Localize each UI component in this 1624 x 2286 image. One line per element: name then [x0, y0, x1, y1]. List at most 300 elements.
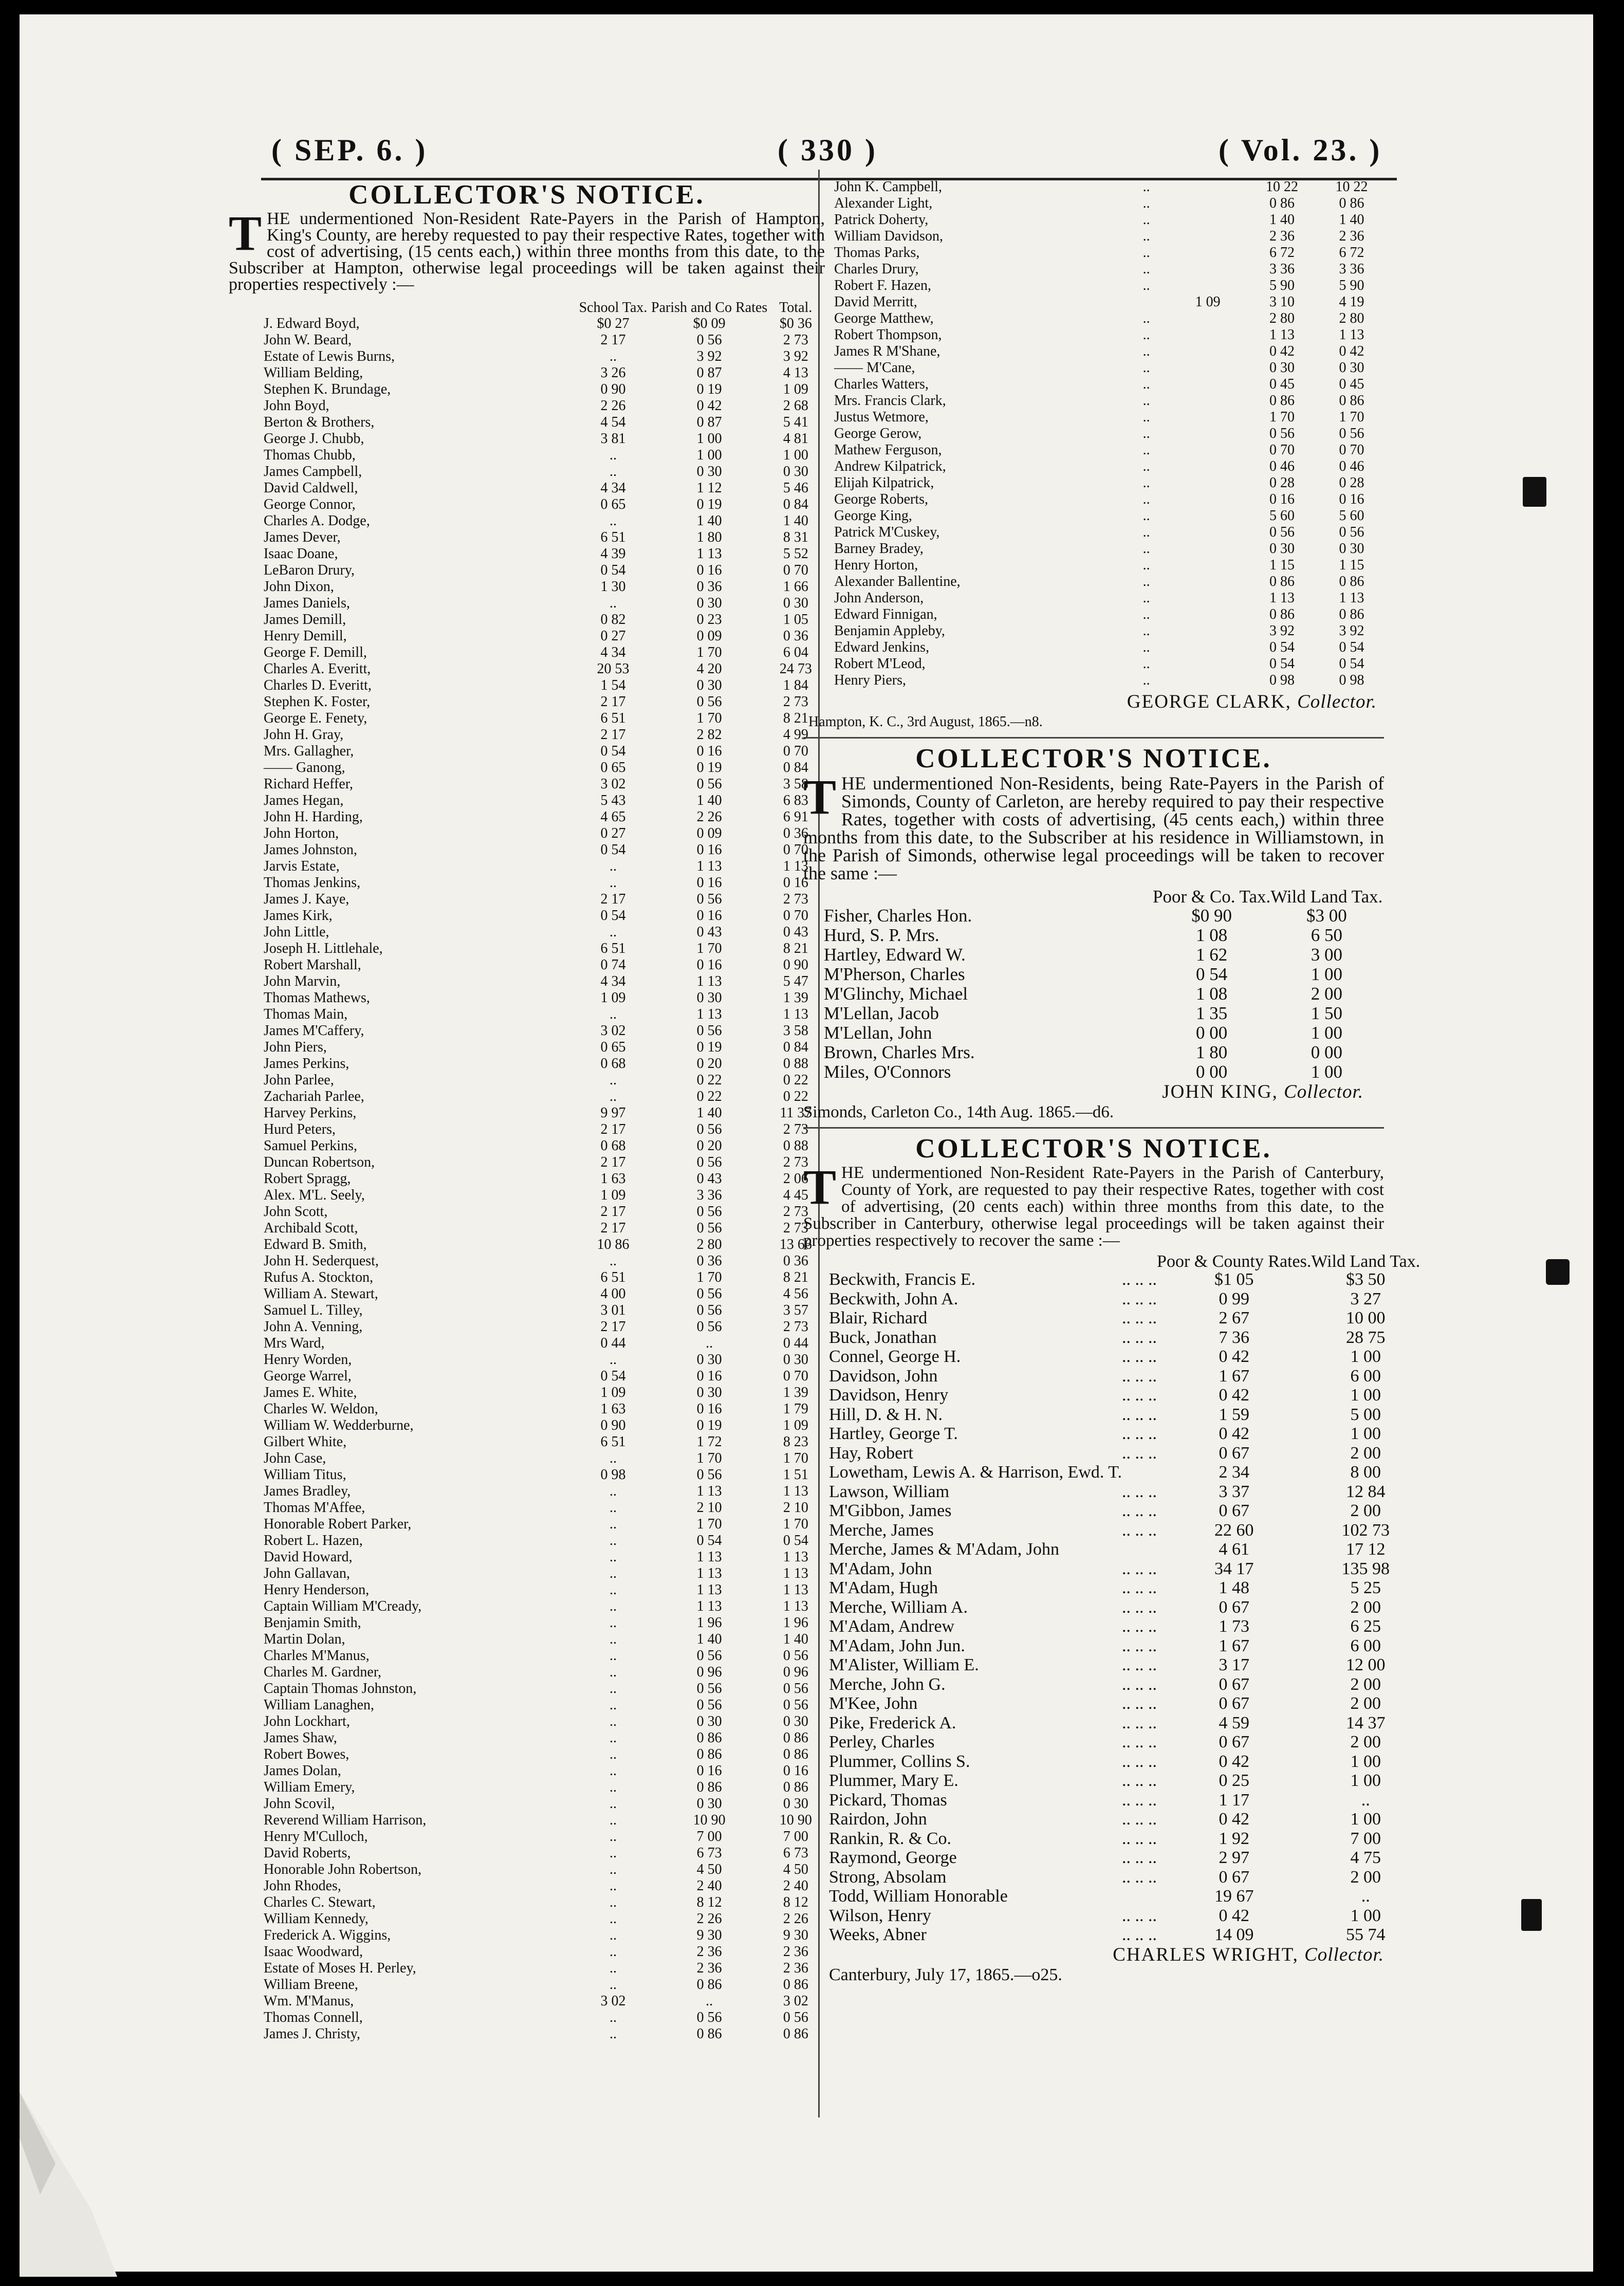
- payer-name: Benjamin Appleby,: [834, 623, 945, 639]
- rate-value: 0 84: [783, 1039, 808, 1055]
- rate-value: 0 54: [783, 1533, 808, 1548]
- rate-value: ..: [610, 1894, 617, 1910]
- rate-value: 3 01: [600, 1302, 626, 1318]
- rate-value: 0 16: [696, 957, 722, 973]
- rate-value: 1 59: [1219, 1405, 1249, 1424]
- payer-name: James Demill,: [264, 612, 346, 628]
- rate-value: 0 43: [783, 924, 808, 940]
- table-row: [803, 1386, 1420, 1405]
- rate-value: 8 12: [696, 1894, 722, 1910]
- rate-value: 0 56: [783, 2010, 808, 2025]
- notice-title: COLLECTOR'S NOTICE.: [348, 180, 705, 210]
- rate-value: 2 73: [783, 1204, 808, 1220]
- table-row: [803, 376, 1384, 393]
- rate-value: 2 00: [1350, 1674, 1381, 1694]
- payer-name: Robert Spragg,: [264, 1171, 351, 1187]
- table-row: [229, 1845, 824, 1861]
- rate-value: ..: [1142, 228, 1150, 244]
- table-row: [229, 1467, 824, 1483]
- payer-name: Hay, Robert: [829, 1443, 913, 1463]
- payer-name: James Campbell,: [264, 464, 362, 480]
- notice-intro: THE undermentioned Non-Resident Rate-Payers in the Parish of Canterbury, County of York, are requested to pay their respective Rates, together with cost of advertising, (20 cents each) within three months from this date, to the Subscriber in Canterbury, otherwise legal proceedings will be taken against their properties respectively to recover the same :—: [803, 1159, 1384, 1250]
- rate-value: 6 51: [600, 1269, 626, 1285]
- rate-value: ..: [610, 348, 617, 364]
- table-row: [803, 1367, 1420, 1386]
- rate-value: 24 73: [779, 661, 812, 677]
- rate-value: 3 36: [1339, 261, 1364, 277]
- rate-value: 3 02: [600, 1993, 626, 2009]
- payer-name: James Hegan,: [264, 792, 344, 808]
- rate-value: .. .. ..: [1122, 1520, 1157, 1540]
- table-row: [803, 639, 1384, 656]
- rate-value: 1 40: [783, 1631, 808, 1647]
- rate-value: 0 19: [696, 1417, 722, 1433]
- rate-value: 0 99: [1219, 1289, 1249, 1308]
- rate-value: 4 19: [1339, 294, 1364, 310]
- column-header: Parish and Co Rates: [651, 300, 768, 316]
- table-row: [229, 924, 824, 941]
- column-header: Total.: [779, 300, 813, 316]
- hampton-rates-table: [229, 300, 824, 2042]
- table-row: [803, 623, 1384, 639]
- rate-value: ..: [610, 1763, 617, 1779]
- rate-value: 2 73: [783, 694, 808, 710]
- rate-value: 0 54: [600, 842, 626, 858]
- rate-value: 2 82: [696, 727, 722, 743]
- payer-name: Weeks, Abner: [829, 1925, 927, 1944]
- rate-value: ..: [610, 1861, 617, 1877]
- rate-value: 0 36: [696, 579, 722, 595]
- rate-value: ..: [610, 1746, 617, 1762]
- table-row: [229, 825, 824, 842]
- rate-value: 2 73: [783, 891, 808, 907]
- table-row: [803, 1694, 1420, 1713]
- rate-value: 0 56: [696, 1319, 722, 1335]
- rate-value: 4 50: [696, 1861, 722, 1877]
- table-row: [803, 508, 1384, 524]
- rate-value: 0 56: [696, 332, 722, 348]
- rate-value: 0 45: [1339, 376, 1364, 392]
- rate-value: 1 80: [696, 529, 722, 545]
- rate-value: 1 17: [1219, 1790, 1249, 1810]
- rate-value: 0 90: [600, 381, 626, 397]
- payer-name: Captain Thomas Johnston,: [264, 1681, 417, 1697]
- payer-name: William Belding,: [264, 365, 363, 381]
- rate-value: 6 04: [783, 644, 808, 660]
- table-row: [229, 710, 824, 727]
- rate-value: [1122, 1540, 1157, 1559]
- payer-name: John Gallavan,: [264, 1565, 350, 1581]
- payer-name: M'Lellan, John: [824, 1023, 932, 1043]
- rate-value: 0 22: [783, 1072, 808, 1088]
- rate-value: ..: [610, 875, 617, 891]
- rate-value: 19 67: [1214, 1887, 1254, 1906]
- table-row: [229, 875, 824, 891]
- rate-value: ..: [1142, 606, 1150, 622]
- payer-name: Henry M'Culloch,: [264, 1829, 368, 1845]
- payer-name: M'Gibbon, James: [829, 1501, 952, 1520]
- rate-value: ..: [1142, 343, 1150, 359]
- table-row: [803, 475, 1384, 491]
- payer-name: Edward B. Smith,: [264, 1237, 367, 1252]
- payer-name: William A. Stewart,: [264, 1286, 378, 1302]
- payer-name: James R M'Shane,: [834, 343, 940, 359]
- payer-name: William Titus,: [264, 1467, 346, 1483]
- column-header: Poor & Co. Tax.: [1153, 887, 1271, 907]
- rate-value: [1171, 409, 1245, 426]
- rate-value: 0 20: [696, 1138, 722, 1154]
- table-row: [229, 1812, 824, 1829]
- rate-value: ..: [610, 1582, 617, 1598]
- drop-cap: T: [803, 769, 837, 824]
- rate-value: [1171, 491, 1245, 508]
- rate-value: 0 42: [1219, 1424, 1249, 1443]
- rate-value: 0 56: [1339, 524, 1364, 540]
- rate-value: 2 36: [696, 1960, 722, 1976]
- rate-value: 3 36: [696, 1187, 722, 1203]
- rate-value: 0 56: [696, 1220, 722, 1236]
- rate-value: 12 84: [1346, 1482, 1386, 1501]
- rate-value: 1 00: [783, 447, 808, 463]
- rate-value: 0 86: [1269, 195, 1295, 211]
- rate-value: ..: [610, 1549, 617, 1565]
- table-row: [229, 332, 824, 348]
- payer-name: John Horton,: [264, 825, 339, 841]
- rate-value: [1171, 278, 1245, 294]
- table-row: [229, 1187, 824, 1204]
- payer-name: Plummer, Mary E.: [829, 1771, 958, 1790]
- table-row: [229, 990, 824, 1006]
- rate-value: 7 00: [783, 1829, 808, 1845]
- payer-name: J. Edward Boyd,: [264, 316, 360, 331]
- table-row: [803, 343, 1384, 360]
- rate-value: .. .. ..: [1122, 1347, 1157, 1366]
- table-row: [803, 1617, 1420, 1636]
- payer-name: John Dixon,: [264, 579, 334, 595]
- payer-name: Charles D. Everitt,: [264, 677, 372, 693]
- rate-value: 4 20: [696, 661, 722, 677]
- rate-value: [1171, 541, 1245, 557]
- rate-value: 8 12: [783, 1894, 808, 1910]
- payer-name: Hartley, George T.: [829, 1424, 958, 1443]
- drop-cap: T: [229, 206, 262, 261]
- payer-name: John Rhodes,: [264, 1878, 341, 1894]
- rate-value: 1 70: [696, 1269, 722, 1285]
- rate-value: 1 40: [696, 792, 722, 808]
- rate-value: 1 63: [600, 1171, 626, 1187]
- rate-value: 2 00: [1350, 1867, 1381, 1887]
- payer-name: Charles Watters,: [834, 376, 929, 392]
- payer-name: Fisher, Charles Hon.: [824, 906, 972, 926]
- rate-value: 1 40: [696, 1105, 722, 1121]
- table-row: [229, 1960, 824, 1977]
- payer-name: James J. Kaye,: [264, 891, 349, 907]
- payer-name: John Marvin,: [264, 973, 341, 989]
- rate-value: 2 00: [1350, 1732, 1381, 1752]
- table-row: [229, 1713, 824, 1730]
- rate-value: 8 21: [783, 1269, 808, 1285]
- rate-value: 2 40: [696, 1878, 722, 1894]
- table-row: [229, 381, 824, 398]
- rate-value: 3 02: [600, 1023, 626, 1039]
- rate-value: .. .. ..: [1122, 1771, 1157, 1790]
- table-row: [229, 1648, 824, 1664]
- rate-value: 0 86: [696, 1746, 722, 1762]
- rate-value: 2 73: [783, 1220, 808, 1236]
- payer-name: Charles M. Gardner,: [264, 1664, 382, 1680]
- rate-value: 0 54: [600, 1368, 626, 1384]
- payer-name: Henry Demill,: [264, 628, 347, 644]
- rate-value: .. .. ..: [1122, 1270, 1157, 1289]
- rate-value: 0 54: [600, 743, 626, 759]
- rate-value: 0 16: [696, 743, 722, 759]
- table-row: [229, 1779, 824, 1796]
- rate-value: 2 36: [1269, 228, 1295, 244]
- rate-value: 6 51: [600, 941, 626, 956]
- rate-value: 1 13: [783, 1483, 808, 1499]
- rate-value: 0 74: [600, 957, 626, 973]
- payer-name: Samuel L. Tilley,: [264, 1302, 363, 1318]
- payer-name: Connel, George H.: [829, 1347, 961, 1366]
- table-row: [229, 1549, 824, 1565]
- rate-value: 0 56: [1269, 524, 1295, 540]
- table-row: [803, 1521, 1420, 1540]
- rate-value: ..: [1142, 590, 1150, 606]
- payer-name: John H. Gray,: [264, 727, 344, 743]
- rate-value: 0 56: [783, 1648, 808, 1664]
- rate-value: 1 13: [696, 1598, 722, 1614]
- rate-value: ..: [610, 1615, 617, 1631]
- payer-name: William Davidson,: [834, 228, 943, 244]
- payer-name: James Kirk,: [264, 908, 333, 924]
- rate-value: 1 13: [1339, 327, 1364, 343]
- rate-value: 0 42: [1219, 1386, 1249, 1405]
- rate-value: ..: [610, 1960, 617, 1976]
- rate-value: 0 23: [696, 612, 722, 628]
- payer-name: John Boyd,: [264, 398, 329, 414]
- rate-value: 1 08: [1196, 925, 1228, 945]
- table-row: [803, 672, 1384, 689]
- rate-value: 0 54: [696, 1533, 722, 1548]
- rate-value: 0 90: [783, 957, 808, 973]
- rate-value: .. .. ..: [1122, 1482, 1157, 1501]
- table-row: [803, 179, 1384, 195]
- rate-value: 1 13: [783, 1565, 808, 1581]
- rate-value: [1122, 1887, 1157, 1906]
- rate-value: 1 13: [696, 858, 722, 874]
- rate-value: 3 37: [1219, 1482, 1249, 1501]
- rate-value: 1 13: [783, 1006, 808, 1022]
- payer-name: Raymond, George: [829, 1848, 957, 1867]
- table-row: [229, 1993, 824, 2010]
- rate-value: $0 09: [693, 316, 726, 331]
- rate-value: 2 00: [1350, 1501, 1381, 1520]
- rate-value: .. .. ..: [1122, 1559, 1157, 1578]
- rate-value: 3 26: [600, 365, 626, 381]
- table-row: [229, 1730, 824, 1746]
- table-row: [229, 1335, 824, 1352]
- rate-value: 4 13: [783, 365, 808, 381]
- table-row: [803, 945, 1382, 965]
- payer-name: Robert Bowes,: [264, 1746, 349, 1762]
- rate-value: 1 48: [1219, 1578, 1249, 1597]
- rate-value: 0 30: [696, 1796, 722, 1812]
- rate-value: [1171, 179, 1245, 195]
- rate-value: 0 67: [1219, 1501, 1249, 1520]
- rate-value: ..: [1142, 524, 1150, 540]
- rate-value: [1171, 656, 1245, 672]
- rate-value: 0 88: [783, 1138, 808, 1154]
- rate-value: 5 90: [1339, 278, 1364, 293]
- rate-value: 4 81: [783, 431, 808, 447]
- payer-name: Mrs. Gallagher,: [264, 743, 354, 759]
- rate-value: 2 97: [1219, 1848, 1249, 1867]
- table-row: [229, 316, 824, 332]
- table-row: [229, 365, 824, 381]
- payer-name: M'Kee, John: [829, 1694, 918, 1713]
- table-row: [229, 1450, 824, 1467]
- table-row: [229, 1401, 824, 1417]
- rate-value: 0 27: [600, 825, 626, 841]
- table-row: [803, 1004, 1382, 1023]
- table-row: [229, 529, 824, 546]
- rate-value: 2 67: [1219, 1308, 1249, 1328]
- table-row: [229, 809, 824, 825]
- table-row: [803, 984, 1382, 1004]
- rate-value: 2 73: [783, 1154, 808, 1170]
- rate-value: 0 30: [696, 1352, 722, 1368]
- payer-name: M'Glinchy, Michael: [824, 984, 968, 1004]
- table-row: [229, 1006, 824, 1023]
- table-row: [803, 1289, 1420, 1309]
- rate-value: 0 44: [600, 1335, 626, 1351]
- rate-value: 2 73: [783, 332, 808, 348]
- table-row: [229, 842, 824, 858]
- rate-value: 1 51: [783, 1467, 808, 1483]
- rate-value: ..: [610, 858, 617, 874]
- table-row: [229, 595, 824, 612]
- table-row: [229, 1861, 824, 1878]
- rate-value: 0 86: [696, 1730, 722, 1746]
- payer-name: George J. Chubb,: [264, 431, 364, 447]
- rate-value: 1 92: [1219, 1829, 1249, 1848]
- payer-name: James J. Christy,: [264, 2026, 360, 2042]
- collector-signature: GEORGE CLARK, Collector.: [1127, 691, 1377, 712]
- rate-value: 5 46: [783, 480, 808, 496]
- payer-name: Hurd Peters,: [264, 1121, 336, 1137]
- page-number: ( 330 ): [778, 133, 878, 167]
- rate-value: .. .. ..: [1122, 1386, 1157, 1405]
- rate-value: 2 80: [696, 1237, 722, 1252]
- table-row: [229, 1763, 824, 1779]
- rate-value: 0 16: [696, 1368, 722, 1384]
- rate-value: 2 73: [783, 1319, 808, 1335]
- rate-value: 0 88: [783, 1056, 808, 1072]
- payer-name: Thomas Chubb,: [264, 447, 356, 463]
- table-row: [229, 973, 824, 990]
- rate-value: 0 86: [696, 1779, 722, 1795]
- payer-name: Harvey Perkins,: [264, 1105, 357, 1121]
- rate-value: 4 34: [600, 480, 626, 496]
- payer-name: James Perkins,: [264, 1056, 349, 1072]
- payer-name: Robert F. Hazen,: [834, 278, 932, 293]
- rate-value: ..: [1142, 442, 1150, 458]
- rate-value: $3 00: [1306, 906, 1347, 926]
- rate-value: 0 56: [696, 1697, 722, 1713]
- table-row: [803, 1501, 1420, 1521]
- payer-name: David Howard,: [264, 1549, 353, 1565]
- payer-name: Robert Marshall,: [264, 957, 361, 973]
- payer-name: Blair, Richard: [829, 1308, 928, 1328]
- rate-value: 0 00: [1196, 1062, 1228, 1082]
- rate-value: 0 54: [600, 562, 626, 578]
- rate-value: [1122, 294, 1171, 310]
- rate-value: 1 73: [1219, 1617, 1249, 1636]
- rate-value: 2 26: [783, 1911, 808, 1927]
- rate-value: 0 87: [696, 414, 722, 430]
- rate-value: 0 00: [1311, 1042, 1342, 1062]
- payer-name: Robert Thompson,: [834, 327, 942, 343]
- dateline: Canterbury, July 17, 1865.—o25.: [829, 1965, 1062, 1984]
- rate-value: 4 75: [1350, 1848, 1381, 1867]
- rate-value: 4 59: [1219, 1713, 1249, 1732]
- payer-name: John Anderson,: [834, 590, 924, 606]
- rate-value: .. .. ..: [1122, 1328, 1157, 1347]
- payer-name: James Bradley,: [264, 1483, 351, 1499]
- table-row: [229, 1664, 824, 1681]
- rate-value: 1 96: [696, 1615, 722, 1631]
- table-row: [803, 906, 1382, 926]
- payer-name: Lowetham, Lewis A. & Harrison, Ewd. T.: [829, 1463, 1122, 1482]
- rate-value: [1171, 590, 1245, 606]
- table-row: [229, 1121, 824, 1138]
- rate-value: ..: [1361, 1887, 1370, 1906]
- payer-name: Buck, Jonathan: [829, 1328, 937, 1347]
- rate-value: 0 22: [696, 1072, 722, 1088]
- rate-value: 8 31: [783, 529, 808, 545]
- payer-name: Barney Bradey,: [834, 541, 924, 557]
- rate-value: [1171, 360, 1245, 376]
- rate-value: .. .. ..: [1122, 1752, 1157, 1771]
- rate-value: 1 80: [1196, 1042, 1228, 1062]
- rate-value: 1 40: [696, 1631, 722, 1647]
- rate-value: .. .. ..: [1122, 1405, 1157, 1424]
- rate-value: ..: [610, 1648, 617, 1664]
- rate-value: 0 96: [783, 1664, 808, 1680]
- payer-name: William W. Wedderburne,: [264, 1417, 414, 1433]
- payer-name: Estate of Lewis Burns,: [264, 348, 395, 364]
- rate-value: [1171, 639, 1245, 656]
- table-row: [803, 557, 1384, 574]
- rate-value: 13 66: [779, 1237, 812, 1252]
- rate-value: 1 13: [1339, 590, 1364, 606]
- payer-name: David Caldwell,: [264, 480, 358, 496]
- rate-value: 5 41: [783, 414, 808, 430]
- rate-value: 3 92: [1269, 623, 1295, 639]
- table-row: [229, 1631, 824, 1648]
- rate-value: ..: [610, 2010, 617, 2025]
- rate-value: 0 22: [696, 1089, 722, 1104]
- rate-value: 0 86: [783, 1746, 808, 1762]
- payer-name: John K. Campbell,: [834, 179, 942, 195]
- payer-name: Mrs. Francis Clark,: [834, 393, 946, 409]
- rate-value: .. .. ..: [1122, 1829, 1157, 1848]
- rate-value: 22 60: [1214, 1520, 1254, 1540]
- table-row: [229, 677, 824, 694]
- rate-value: 8 21: [783, 941, 808, 956]
- payer-name: George Matthew,: [834, 310, 934, 326]
- payer-name: M'Lellan, Jacob: [824, 1003, 939, 1023]
